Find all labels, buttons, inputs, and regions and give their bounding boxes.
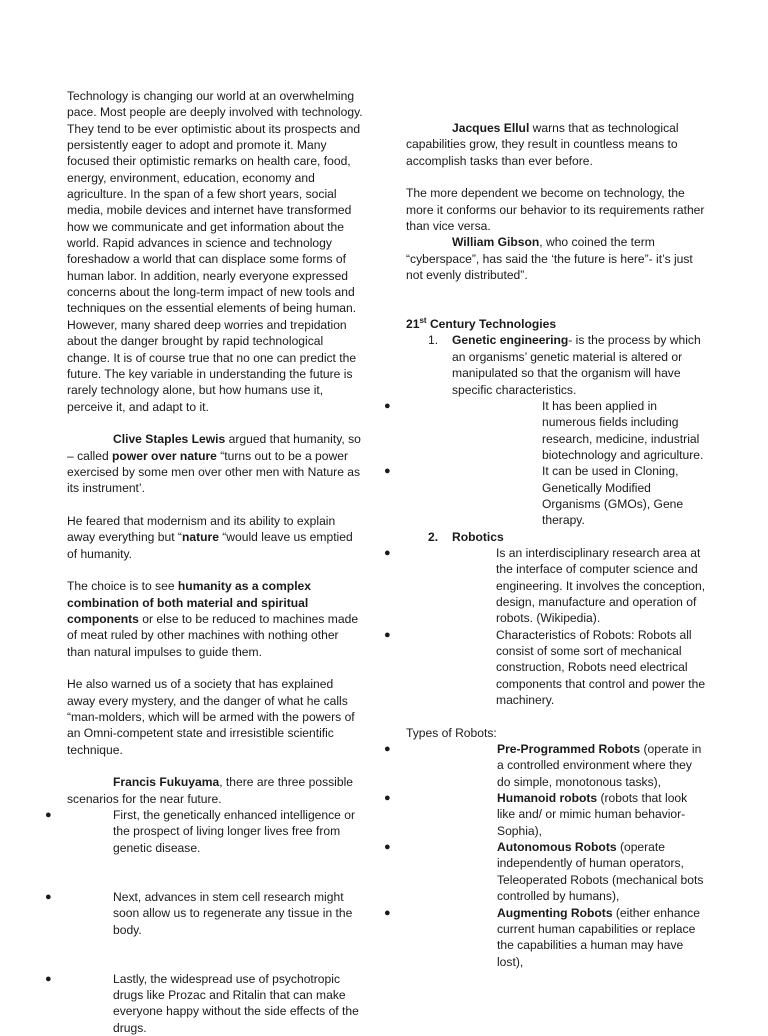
section-heading: 21st Century Technologies xyxy=(406,316,557,332)
bullet-icon: ● xyxy=(384,792,391,805)
robotics-bullets xyxy=(384,545,706,708)
genetic-bullets xyxy=(384,398,706,529)
genetic-engineering-term: Genetic engineering xyxy=(452,333,569,348)
list-item: ● It can be used in Cloning, Genetically Modified Organisms (GMOs), Gene therapy. xyxy=(384,464,684,528)
gibson-name: William Gibson xyxy=(452,235,540,250)
genetic-engineering-item: 1. Genetic engineering- is the process by which an organisms’ genetic material is altered or manipulated so that the organism will have specific characteristics. xyxy=(428,333,701,397)
bullet-icon: ● xyxy=(384,546,391,559)
list-item: ● Characteristics of Robots: Robots all consist of some sort of mechanical construction, Robots need electrical components that control and power the machinery. xyxy=(384,627,706,708)
list-item: ● It has been applied in numerous fields including research, medicine, industrial biotechnology and agriculture. xyxy=(384,398,704,462)
list-item: ● Humanoid robots (robots that look like and/ or mimic human behavior- Sophia), xyxy=(384,791,688,838)
choice-paragraph: The choice is to see humanity as a complex combination of both material and spiritual components or else to be reduced to machines made of meat ruled by other machines with nothing other than natural impulses to guide them. xyxy=(67,579,359,659)
bullet-icon: ● xyxy=(384,906,391,919)
warned-paragraph: He also warned us of a society that has explained away every mystery, and the danger of what he calls “man-molders, which will be armed with the powers of an Omni-competent state and irresistible scientific technique. xyxy=(67,677,355,757)
ellul-name: Jacques Ellul xyxy=(452,121,530,135)
bullet-icon: ● xyxy=(45,890,52,903)
feared-paragraph: He feared that modernism and its ability to explain away everything but “nature “would leave us emptied of humanity. xyxy=(67,513,353,561)
bullet-icon: ● xyxy=(384,841,391,854)
lewis-name: Clive Staples Lewis xyxy=(113,432,226,447)
ellul-paragraph: Jacques Ellul warns that as technological capabilities grow, they result in countless means to accomplish tasks than ever before. xyxy=(406,121,679,168)
list-item: ● Autonomous Robots (operate independently of human operators, Teleoperated Robots (mechanical bots controlled by humans), xyxy=(384,840,704,904)
power-over-nature: power over nature xyxy=(112,448,217,463)
lewis-paragraph: Clive Staples Lewis argued that humanity, so – called power over nature “turns out to be a power exercised by some men over other men with Nature as its instrument’. xyxy=(67,432,361,496)
bullet-icon: ● xyxy=(384,465,391,478)
bullet-icon: ● xyxy=(45,809,52,822)
bullet-icon: ● xyxy=(384,628,391,641)
list-item: ● First, the genetically enhanced intelligence or the prospect of living longer lives free from genetic disease. xyxy=(45,808,356,855)
list-item: ● Pre-Programmed Robots (operate in a controlled environment where they do simple, monotonous tasks), xyxy=(384,742,702,789)
fukuyama-name: Francis Fukuyama xyxy=(113,775,220,790)
list-item: ● Is an interdisciplinary research area at the interface of computer science and engineering. It involves the conception, design, manufacture and operation of robots. (Wikipedia). xyxy=(384,545,706,626)
robotics-term: Robotics xyxy=(452,529,504,544)
list-item: ● Next, advances in stem cell research might soon allow us to regenerate any tissue in the body. xyxy=(45,889,353,937)
list-item: ● Lastly, the widespread use of psychotropic drugs like Prozac and Ritalin that can make everyone happy without the side effects of the drugs. xyxy=(45,971,359,1035)
bullet-icon: ● xyxy=(45,972,52,985)
list-item: ● Augmenting Robots (either enhance current human capabilities or replace the capabilities a human may have lost), xyxy=(384,905,700,969)
robotics-item: 2. Robotics xyxy=(428,529,504,544)
bullet-icon: ● xyxy=(384,399,391,412)
right-column xyxy=(384,120,706,970)
bullet-icon: ● xyxy=(384,743,391,756)
left-column xyxy=(45,88,363,1036)
types-label: Types of Robots: xyxy=(406,725,497,740)
robot-types-list xyxy=(384,741,706,970)
gibson-paragraph: William Gibson, who coined the term “cyberspace”, has said the ‘the future is here”- it’s just not evenly distributed”. xyxy=(406,235,693,283)
intro-paragraph: Technology is changing our world at an overwhelming pace. Most people are deeply involved with technology. They tend to be ever optimistic about its prospects and persistently eager to adopt and promote it. Many focused their optimistic remarks on health care, food, energy, environment, education, economy and agriculture. In the span of a few short years, social media, mobile devices and internet have transformed how we communicate and get information about the world. Rapid advances in science and technology foreshadow a world that can displace some forms of human labor. In addition, nearly everyone expressed concerns about the long-term impact of new tools and techniques on the essential elements of being human. However, many shared deep worries and trepidation about the danger brought by rapid technological change. It is of course true that no one can predict the future. The key variable in understanding the future is rarely technology alone, but how humans use it, perceive it, and adapt to it. xyxy=(67,89,363,414)
dependent-paragraph: The more dependent we become on technology, the more it conforms our behavior to its requirements rather than vice versa. xyxy=(406,186,705,234)
scenarios-list xyxy=(45,807,363,1036)
fukuyama-paragraph: Francis Fukuyama, there are three possible scenarios for the near future. xyxy=(67,775,353,806)
